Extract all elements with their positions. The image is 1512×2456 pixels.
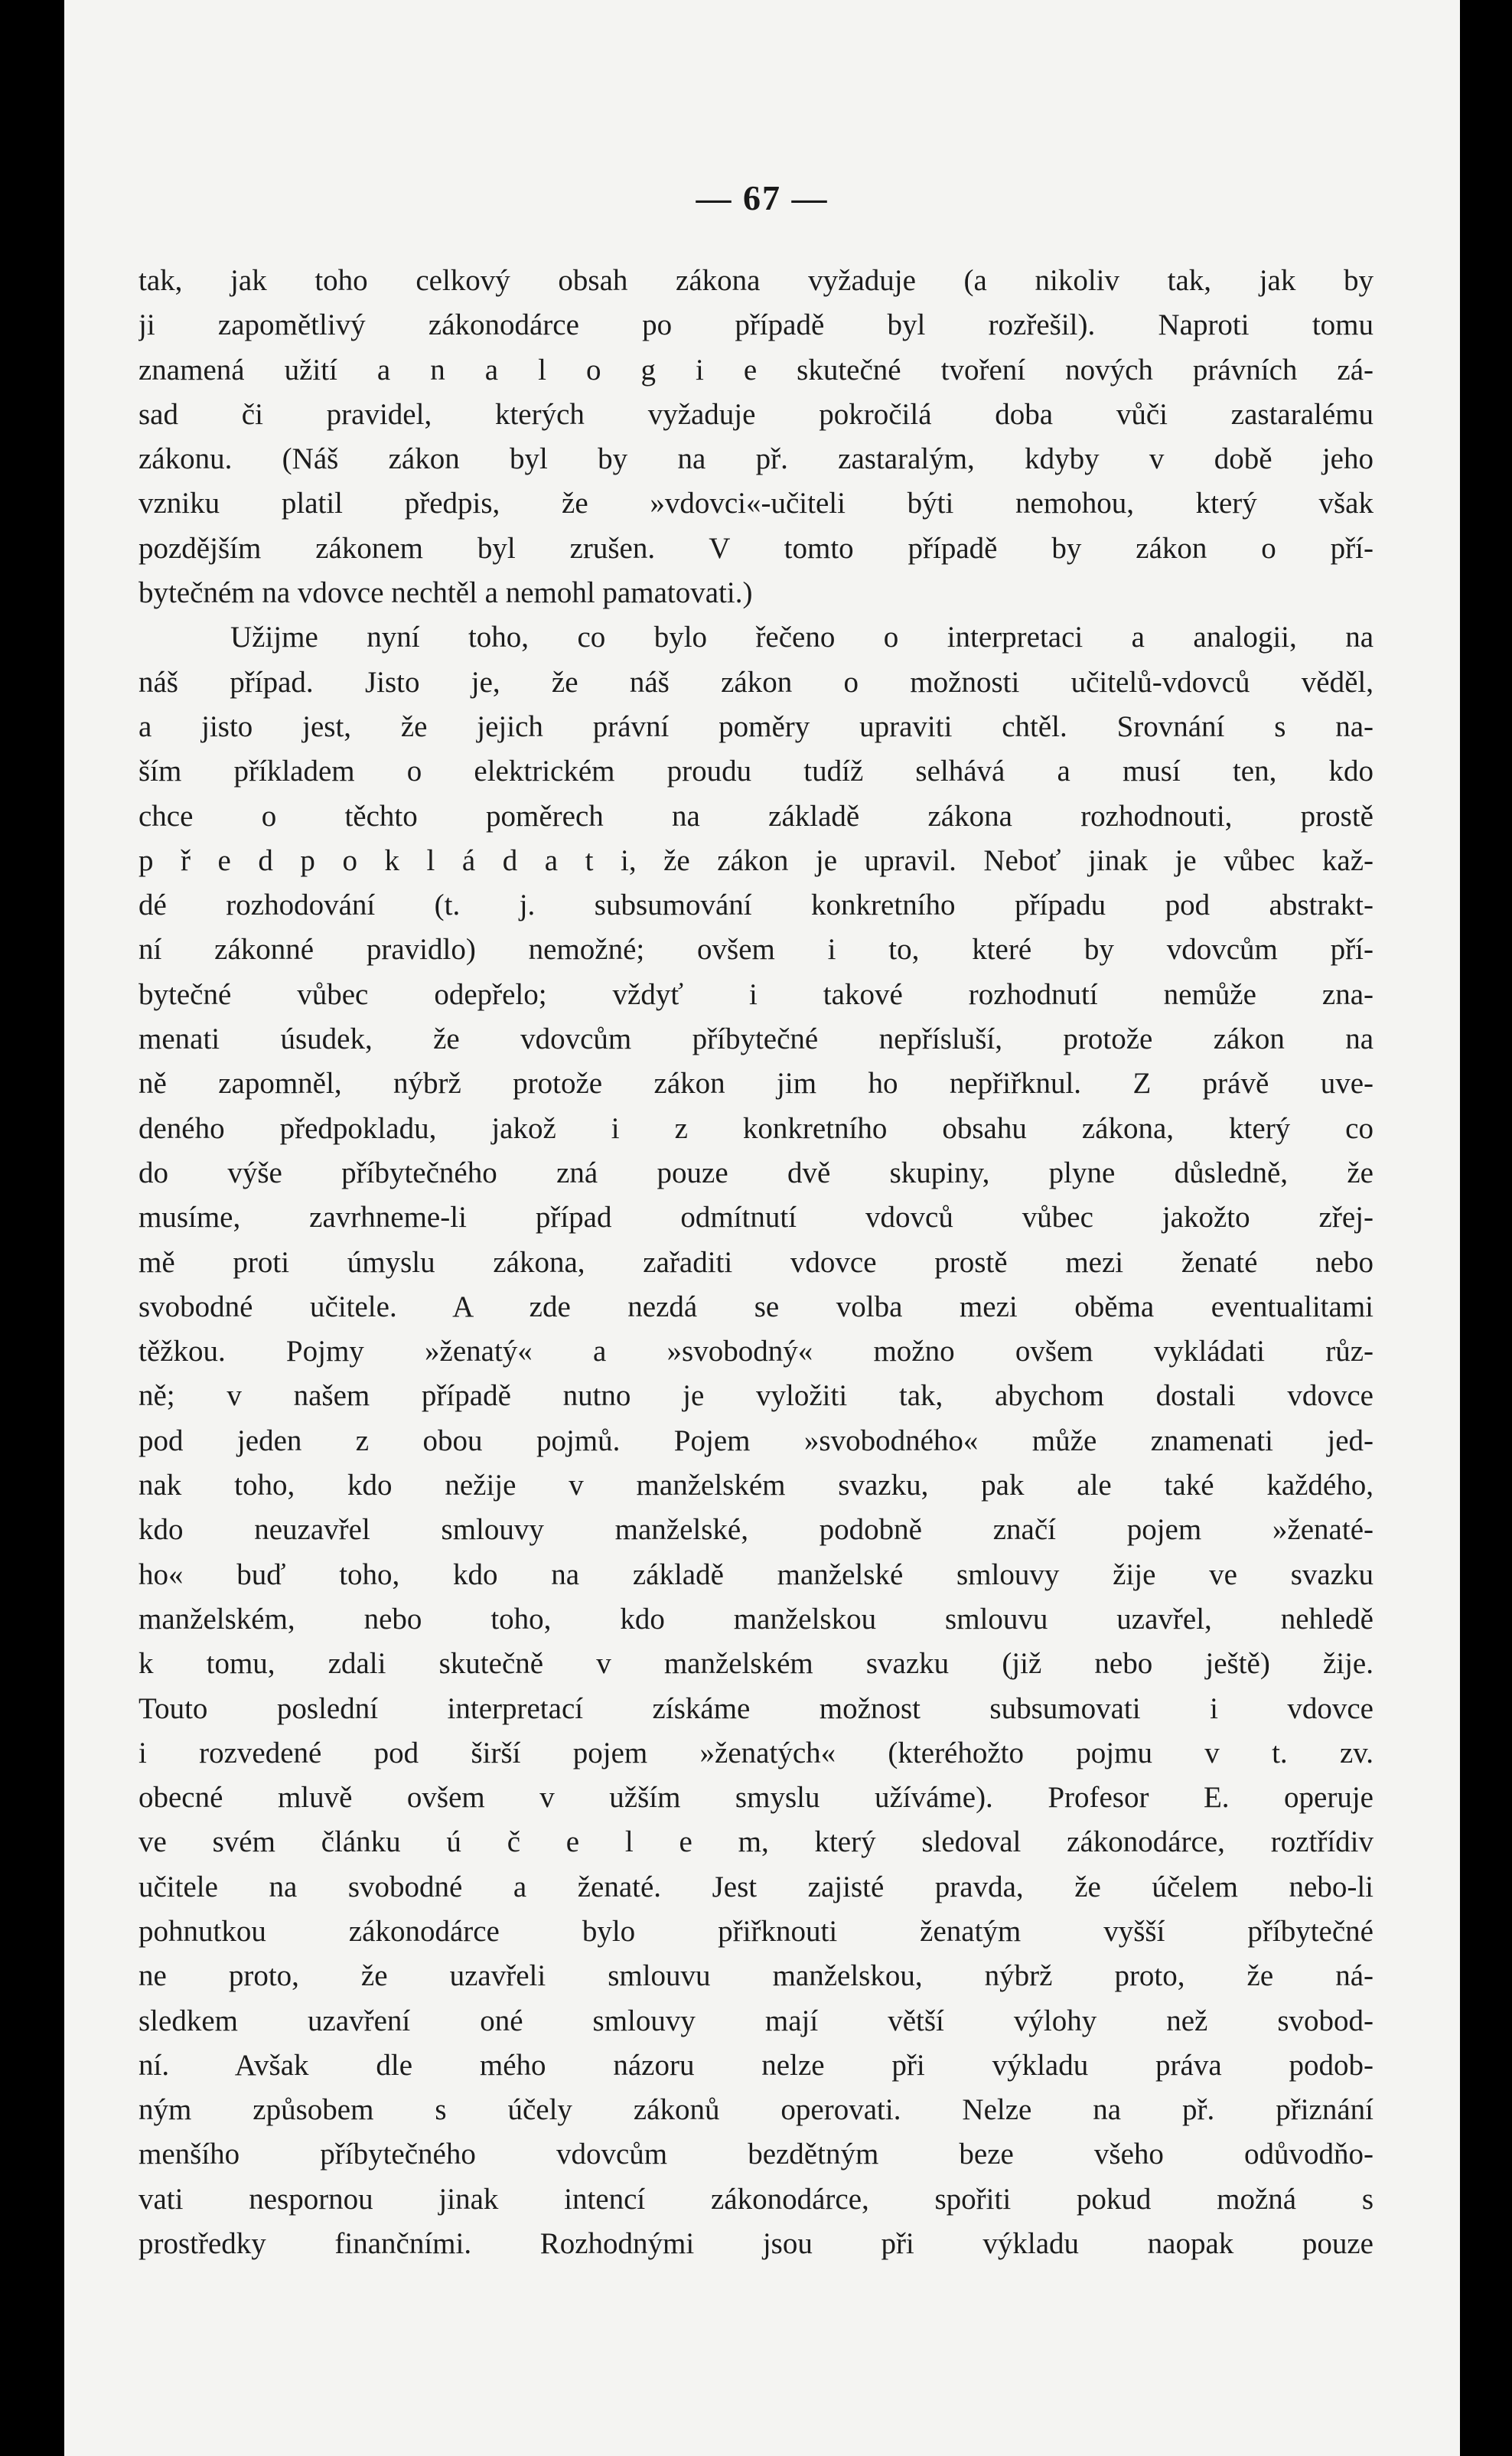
text-line: dé rozhodování (t. j. subsumování konkretního případu pod abstrakt- xyxy=(138,889,1374,922)
text-line: ně zapomněl, nýbrž protože zákon jim ho nepřiřknul. Z právě uve- xyxy=(138,1067,1374,1101)
book-page xyxy=(64,0,1460,2456)
text-line: p ř e d p o k l á d a t i, že zákon je upravil. Neboť jinak je vůbec kaž- xyxy=(138,843,1374,877)
text-line: do výše příbytečného zná pouze dvě skupiny, plyne důsledně, že xyxy=(138,1156,1374,1189)
text-line: ně; v našem případě nutno je vyložiti tak, abychom dostali vdovce xyxy=(138,1379,1374,1413)
text-line: manželském, nebo toho, kdo manželskou smlouvu uzavřel, nehledě xyxy=(138,1602,1374,1636)
text-line: kdo neuzavřel smlouvy manželské, podobně značí pojem »ženaté- xyxy=(138,1513,1374,1547)
text-line: Užijme nyní toho, co bylo řečeno o interpretaci a analogii, na xyxy=(230,621,1374,654)
text-line: i rozvedené pod širší pojem »ženatých« (kteréhožto pojmu v t. zv. xyxy=(138,1736,1374,1769)
text-line: těžkou. Pojmy »ženatý« a »svobodný« možno ovšem vykládati růz- xyxy=(138,1335,1374,1368)
text-line: vzniku platil předpis, že »vdovci«-učiteli býti nemohou, který však xyxy=(138,487,1374,520)
text-line: a jisto jest, že jejich právní poměry upraviti chtěl. Srovnání s na- xyxy=(138,709,1374,743)
text-line: sad či pravidel, kterých vyžaduje pokročilá doba vůči zastaralému xyxy=(138,397,1374,431)
body-text xyxy=(138,259,1374,2266)
text-line: mě proti úmyslu zákona, zařaditi vdovce prostě mezi ženaté nebo xyxy=(138,1245,1374,1279)
text-line: deného předpokladu, jakož i z konkretního obsahu zákona, který co xyxy=(138,1111,1374,1145)
text-line: sledkem uzavření oné smlouvy mají větší výlohy než svobod- xyxy=(138,2004,1374,2037)
text-line: vati nespornou jinak intencí zákonodárce, spořiti pokud možná s xyxy=(138,2182,1374,2216)
text-line: musíme, zavrhneme-li případ odmítnutí vdovců vůbec jakožto zřej- xyxy=(138,1201,1374,1235)
text-line: ji zapomětlivý zákonodárce po případě byl rozřešil). Naproti tomu xyxy=(138,308,1374,342)
text-line: obecné mluvě ovšem v užším smyslu užíváme). Profesor E. operuje xyxy=(138,1781,1374,1815)
text-line: tak, jak toho celkový obsah zákona vyžaduje (a nikoliv tak, jak by xyxy=(138,264,1374,297)
text-line: menati úsudek, že vdovcům příbytečné nepřísluší, protože zákon na xyxy=(138,1023,1374,1056)
text-line: pozdějším zákonem byl zrušen. V tomto případě by zákon o pří- xyxy=(138,531,1374,565)
text-line: ším příkladem o elektrickém proudu tudíž selhává a musí ten, kdo xyxy=(138,755,1374,788)
text-line: nak toho, kdo nežije v manželském svazku, pak ale také každého, xyxy=(138,1469,1374,1502)
text-line: k tomu, zdali skutečně v manželském svazku (již nebo ještě) žije. xyxy=(138,1647,1374,1681)
text-line: menšího příbytečného vdovcům bezdětným beze všeho odůvodňo- xyxy=(138,2138,1374,2171)
text-line: znamená užití a n a l o g i e skutečné tvoření nových právních zá- xyxy=(138,353,1374,387)
text-line: ným způsobem s účely zákonů operovati. Nelze na př. přiznání xyxy=(138,2093,1374,2127)
text-line: pod jeden z obou pojmů. Pojem »svobodného« může znamenati jed- xyxy=(138,1424,1374,1457)
text-line: náš případ. Jisto je, že náš zákon o možnosti učitelů-vdovců věděl, xyxy=(138,665,1374,699)
text-line: ne proto, že uzavřeli smlouvu manželskou, nýbrž proto, že ná- xyxy=(138,1959,1374,1993)
text-line: Touto poslední interpretací získáme možnost subsumovati i vdovce xyxy=(138,1691,1374,1725)
text-line: bytečném na vdovce nechtěl a nemohl pamatovati.) xyxy=(138,576,753,610)
text-line: ní zákonné pravidlo) nemožné; ovšem i to, které by vdovcům pří- xyxy=(138,933,1374,967)
text-line: svobodné učitele. A zde nezdá se volba mezi oběma eventualitami xyxy=(138,1290,1374,1323)
text-line: učitele na svobodné a ženaté. Jest zajisté pravda, že účelem nebo-li xyxy=(138,1870,1374,1903)
text-line: zákonu. (Náš zákon byl by na př. zastaralým, kdyby v době jeho xyxy=(138,442,1374,476)
text-line: bytečné vůbec odepřelo; vždyť i takové rozhodnutí nemůže zna- xyxy=(138,977,1374,1011)
text-line: ho« buď toho, kdo na základě manželské smlouvy žije ve svazku xyxy=(138,1557,1374,1591)
text-line: ve svém článku ú č e l e m, který sledoval zákonodárce, roztřídiv xyxy=(138,1825,1374,1859)
text-line: prostředky finančními. Rozhodnými jsou při výkladu naopak pouze xyxy=(138,2227,1374,2261)
text-line: chce o těchto poměrech na základě zákona rozhodnouti, prostě xyxy=(138,799,1374,833)
text-line: pohnutkou zákonodárce bylo přiřknouti ženatým vyšší příbytečné xyxy=(138,1914,1374,1948)
text-line: ní. Avšak dle mého názoru nelze při výkladu práva podob- xyxy=(138,2048,1374,2082)
page-number: — 67 — xyxy=(696,178,829,217)
